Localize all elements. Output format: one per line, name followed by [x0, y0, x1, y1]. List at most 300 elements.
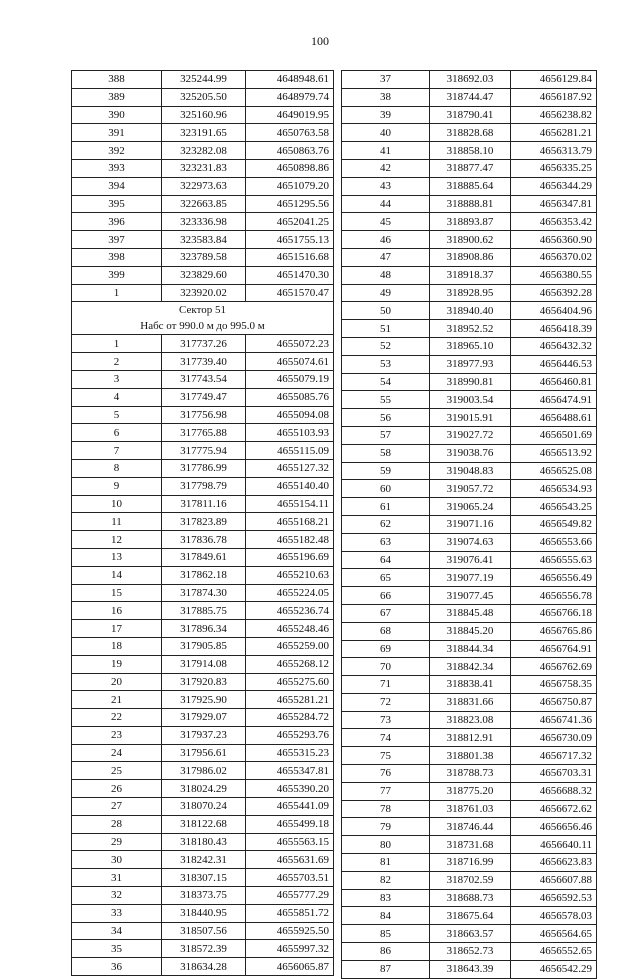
y-coordinate: 4655074.61	[246, 353, 334, 371]
point-number: 11	[72, 513, 162, 531]
point-number: 16	[72, 602, 162, 620]
table-row	[342, 177, 597, 195]
table-row	[342, 925, 597, 943]
x-coordinate: 317937.23	[162, 726, 246, 744]
y-coordinate: 4648948.61	[246, 71, 334, 89]
table-row	[342, 587, 597, 605]
table-row	[342, 462, 597, 480]
x-coordinate: 318908.86	[430, 248, 511, 266]
point-number: 19	[72, 655, 162, 673]
table-row	[342, 515, 597, 533]
point-number: 68	[342, 622, 430, 640]
table-row	[342, 693, 597, 711]
y-coordinate: 4652041.25	[246, 213, 334, 231]
x-coordinate: 317885.75	[162, 602, 246, 620]
right-rows	[342, 71, 597, 979]
y-coordinate: 4656353.42	[511, 213, 597, 231]
point-number: 42	[342, 159, 430, 177]
y-coordinate: 4655997.32	[246, 940, 334, 958]
point-number: 4	[72, 388, 162, 406]
point-number: 51	[342, 320, 430, 338]
point-number: 25	[72, 762, 162, 780]
x-coordinate: 325205.50	[162, 88, 246, 106]
point-number: 41	[342, 142, 430, 160]
table-row	[72, 353, 334, 371]
table-row	[72, 513, 334, 531]
x-coordinate: 318702.59	[430, 871, 511, 889]
x-coordinate: 317749.47	[162, 388, 246, 406]
table-row	[342, 782, 597, 800]
point-number: 8	[72, 459, 162, 477]
y-coordinate: 4656564.65	[511, 925, 597, 943]
point-number: 15	[72, 584, 162, 602]
point-number: 52	[342, 337, 430, 355]
table-row	[342, 533, 597, 551]
point-number: 20	[72, 673, 162, 691]
x-coordinate: 322973.63	[162, 177, 246, 195]
table-row	[72, 248, 334, 266]
y-coordinate: 4655085.76	[246, 388, 334, 406]
y-coordinate: 4656556.49	[511, 569, 597, 587]
table-row	[72, 780, 334, 798]
y-coordinate: 4655777.29	[246, 887, 334, 905]
y-coordinate: 4655094.08	[246, 406, 334, 424]
point-number: 390	[72, 106, 162, 124]
point-number: 62	[342, 515, 430, 533]
y-coordinate: 4656555.63	[511, 551, 597, 569]
x-coordinate: 317786.99	[162, 459, 246, 477]
x-coordinate: 317811.16	[162, 495, 246, 513]
x-coordinate: 319003.54	[430, 391, 511, 409]
point-number: 46	[342, 231, 430, 249]
point-number: 13	[72, 548, 162, 566]
table-row	[72, 566, 334, 584]
section-title: Сектор 51	[179, 304, 226, 317]
y-coordinate: 4655182.48	[246, 531, 334, 549]
point-number: 36	[72, 958, 162, 976]
point-number: 56	[342, 409, 430, 427]
point-number: 30	[72, 851, 162, 869]
point-number: 80	[342, 836, 430, 854]
table-row	[72, 88, 334, 106]
x-coordinate: 317874.30	[162, 584, 246, 602]
point-number: 23	[72, 726, 162, 744]
x-coordinate: 318952.52	[430, 320, 511, 338]
section-header-cell	[72, 302, 334, 335]
table-row	[342, 266, 597, 284]
y-coordinate: 4656187.92	[511, 88, 597, 106]
table-row	[342, 248, 597, 266]
section-header	[72, 302, 334, 335]
table-row	[342, 498, 597, 516]
table-row	[72, 709, 334, 727]
table-row	[342, 800, 597, 818]
table-row	[342, 373, 597, 391]
table-row	[342, 943, 597, 961]
x-coordinate: 318965.10	[430, 337, 511, 355]
y-coordinate: 4655224.05	[246, 584, 334, 602]
table-row	[72, 142, 334, 160]
y-coordinate: 4656640.11	[511, 836, 597, 854]
point-number: 397	[72, 231, 162, 249]
y-coordinate: 4656313.79	[511, 142, 597, 160]
table-row	[342, 604, 597, 622]
point-number: 71	[342, 676, 430, 694]
coordinates-table-right	[341, 70, 597, 979]
x-coordinate: 318823.08	[430, 711, 511, 729]
table-row	[72, 833, 334, 851]
x-coordinate: 318373.75	[162, 887, 246, 905]
x-coordinate: 318775.20	[430, 782, 511, 800]
x-coordinate: 319071.16	[430, 515, 511, 533]
x-coordinate: 318788.73	[430, 765, 511, 783]
table-row	[342, 480, 597, 498]
table-row	[342, 640, 597, 658]
y-coordinate: 4655072.23	[246, 335, 334, 353]
x-coordinate: 318180.43	[162, 833, 246, 851]
table-row	[342, 765, 597, 783]
y-coordinate: 4649019.95	[246, 106, 334, 124]
y-coordinate: 4655284.72	[246, 709, 334, 727]
point-number: 26	[72, 780, 162, 798]
y-coordinate: 4655236.74	[246, 602, 334, 620]
y-coordinate: 4650898.86	[246, 159, 334, 177]
table-row	[72, 744, 334, 762]
point-number: 65	[342, 569, 430, 587]
point-number: 29	[72, 833, 162, 851]
y-coordinate: 4655631.69	[246, 851, 334, 869]
x-coordinate: 323191.65	[162, 124, 246, 142]
section-subtitle: Набс от 990.0 м до 995.0 м	[140, 320, 265, 333]
point-number: 77	[342, 782, 430, 800]
table-row	[342, 711, 597, 729]
y-coordinate: 4656281.21	[511, 124, 597, 142]
y-coordinate: 4656370.02	[511, 248, 597, 266]
y-coordinate: 4656474.91	[511, 391, 597, 409]
x-coordinate: 318242.31	[162, 851, 246, 869]
point-number: 72	[342, 693, 430, 711]
point-number: 45	[342, 213, 430, 231]
point-number: 50	[342, 302, 430, 320]
y-coordinate: 4655079.19	[246, 370, 334, 388]
y-coordinate: 4656758.35	[511, 676, 597, 694]
table-row	[72, 284, 334, 302]
point-number: 87	[342, 960, 430, 978]
point-number: 7	[72, 442, 162, 460]
coordinates-table-left	[71, 70, 334, 976]
y-coordinate: 4656513.92	[511, 444, 597, 462]
y-coordinate: 4656404.96	[511, 302, 597, 320]
y-coordinate: 4656392.28	[511, 284, 597, 302]
y-coordinate: 4656607.88	[511, 871, 597, 889]
table-row	[72, 655, 334, 673]
x-coordinate: 323789.58	[162, 248, 246, 266]
x-coordinate: 325160.96	[162, 106, 246, 124]
point-number: 18	[72, 637, 162, 655]
point-number: 398	[72, 248, 162, 266]
y-coordinate: 4655390.20	[246, 780, 334, 798]
x-coordinate: 318070.24	[162, 798, 246, 816]
x-coordinate: 319077.45	[430, 587, 511, 605]
x-coordinate: 323583.84	[162, 231, 246, 249]
table-row	[72, 815, 334, 833]
x-coordinate: 318688.73	[430, 889, 511, 907]
point-number: 76	[342, 765, 430, 783]
x-coordinate: 318663.57	[430, 925, 511, 943]
table-row	[342, 676, 597, 694]
point-number: 10	[72, 495, 162, 513]
table-row	[342, 960, 597, 978]
x-coordinate: 318842.34	[430, 658, 511, 676]
x-coordinate: 318572.39	[162, 940, 246, 958]
point-number: 9	[72, 477, 162, 495]
y-coordinate: 4656766.18	[511, 604, 597, 622]
table-row	[342, 854, 597, 872]
point-number: 32	[72, 887, 162, 905]
x-coordinate: 317765.88	[162, 424, 246, 442]
left-rows-after	[72, 335, 334, 976]
point-number: 24	[72, 744, 162, 762]
x-coordinate: 318885.64	[430, 177, 511, 195]
x-coordinate: 318877.47	[430, 159, 511, 177]
table-row	[342, 444, 597, 462]
y-coordinate: 4656717.32	[511, 747, 597, 765]
x-coordinate: 319048.83	[430, 462, 511, 480]
y-coordinate: 4656703.31	[511, 765, 597, 783]
x-coordinate: 317905.85	[162, 637, 246, 655]
y-coordinate: 4656750.87	[511, 693, 597, 711]
x-coordinate: 318918.37	[430, 266, 511, 284]
table-row	[72, 620, 334, 638]
point-number: 61	[342, 498, 430, 516]
table-row	[72, 477, 334, 495]
x-coordinate: 318831.66	[430, 693, 511, 711]
y-coordinate: 4656542.29	[511, 960, 597, 978]
table-row	[72, 691, 334, 709]
x-coordinate: 318858.10	[430, 142, 511, 160]
y-coordinate: 4655140.40	[246, 477, 334, 495]
table-row	[342, 88, 597, 106]
x-coordinate: 323829.60	[162, 266, 246, 284]
table-row	[342, 907, 597, 925]
y-coordinate: 4656553.66	[511, 533, 597, 551]
point-number: 21	[72, 691, 162, 709]
page-number: 100	[311, 34, 329, 48]
x-coordinate: 317823.89	[162, 513, 246, 531]
table-row	[72, 637, 334, 655]
table-row	[342, 747, 597, 765]
point-number: 43	[342, 177, 430, 195]
y-coordinate: 4651755.13	[246, 231, 334, 249]
x-coordinate: 319065.24	[430, 498, 511, 516]
table-row	[72, 495, 334, 513]
x-coordinate: 319076.41	[430, 551, 511, 569]
x-coordinate: 317737.26	[162, 335, 246, 353]
point-number: 55	[342, 391, 430, 409]
x-coordinate: 317849.61	[162, 548, 246, 566]
table-row	[342, 409, 597, 427]
y-coordinate: 4656656.46	[511, 818, 597, 836]
table-row	[342, 302, 597, 320]
y-coordinate: 4655347.81	[246, 762, 334, 780]
x-coordinate: 318888.81	[430, 195, 511, 213]
x-coordinate: 318746.44	[430, 818, 511, 836]
point-number: 35	[72, 940, 162, 958]
table-row	[72, 922, 334, 940]
point-number: 396	[72, 213, 162, 231]
point-number: 66	[342, 587, 430, 605]
point-number: 14	[72, 566, 162, 584]
table-row	[342, 337, 597, 355]
x-coordinate: 317862.18	[162, 566, 246, 584]
table-row	[72, 213, 334, 231]
table-row	[342, 889, 597, 907]
point-number: 63	[342, 533, 430, 551]
point-number: 79	[342, 818, 430, 836]
table-row	[342, 195, 597, 213]
y-coordinate: 4656672.62	[511, 800, 597, 818]
table-row	[342, 142, 597, 160]
table-row	[342, 871, 597, 889]
y-coordinate: 4655268.12	[246, 655, 334, 673]
y-coordinate: 4651516.68	[246, 248, 334, 266]
x-coordinate: 317956.61	[162, 744, 246, 762]
table-row	[342, 106, 597, 124]
table-row	[72, 124, 334, 142]
y-coordinate: 4656741.36	[511, 711, 597, 729]
table-row	[72, 335, 334, 353]
y-coordinate: 4651079.20	[246, 177, 334, 195]
point-number: 399	[72, 266, 162, 284]
x-coordinate: 318845.20	[430, 622, 511, 640]
table-row	[72, 442, 334, 460]
y-coordinate: 4656380.55	[511, 266, 597, 284]
y-coordinate: 4655315.23	[246, 744, 334, 762]
table-row	[342, 231, 597, 249]
x-coordinate: 319074.63	[430, 533, 511, 551]
x-coordinate: 317929.07	[162, 709, 246, 727]
point-number: 395	[72, 195, 162, 213]
point-number: 33	[72, 904, 162, 922]
point-number: 60	[342, 480, 430, 498]
point-number: 82	[342, 871, 430, 889]
point-number: 22	[72, 709, 162, 727]
point-number: 84	[342, 907, 430, 925]
point-number: 47	[342, 248, 430, 266]
x-coordinate: 317775.94	[162, 442, 246, 460]
x-coordinate: 318122.68	[162, 815, 246, 833]
point-number: 48	[342, 266, 430, 284]
x-coordinate: 318928.95	[430, 284, 511, 302]
table-row	[72, 548, 334, 566]
point-number: 1	[72, 335, 162, 353]
x-coordinate: 317914.08	[162, 655, 246, 673]
y-coordinate: 4655281.21	[246, 691, 334, 709]
table-row	[72, 159, 334, 177]
x-coordinate: 317896.34	[162, 620, 246, 638]
table-row	[72, 904, 334, 922]
point-number: 39	[342, 106, 430, 124]
y-coordinate: 4656360.90	[511, 231, 597, 249]
y-coordinate: 4656344.29	[511, 177, 597, 195]
point-number: 49	[342, 284, 430, 302]
x-coordinate: 318844.34	[430, 640, 511, 658]
y-coordinate: 4656347.81	[511, 195, 597, 213]
point-number: 31	[72, 869, 162, 887]
table-row	[72, 762, 334, 780]
point-number: 69	[342, 640, 430, 658]
x-coordinate: 318634.28	[162, 958, 246, 976]
y-coordinate: 4651295.56	[246, 195, 334, 213]
point-number: 53	[342, 355, 430, 373]
point-number: 2	[72, 353, 162, 371]
table-row	[72, 71, 334, 89]
point-number: 67	[342, 604, 430, 622]
table-row	[342, 159, 597, 177]
y-coordinate: 4656460.81	[511, 373, 597, 391]
table-row	[72, 388, 334, 406]
x-coordinate: 318940.40	[430, 302, 511, 320]
x-coordinate: 317739.40	[162, 353, 246, 371]
table-row	[342, 658, 597, 676]
y-coordinate: 4655703.51	[246, 869, 334, 887]
section-header-row	[72, 302, 334, 335]
x-coordinate: 318790.41	[430, 106, 511, 124]
table-row	[342, 569, 597, 587]
y-coordinate: 4655441.09	[246, 798, 334, 816]
x-coordinate: 319038.76	[430, 444, 511, 462]
point-number: 44	[342, 195, 430, 213]
table-row	[72, 726, 334, 744]
point-number: 1	[72, 284, 162, 302]
x-coordinate: 318845.48	[430, 604, 511, 622]
y-coordinate: 4656592.53	[511, 889, 597, 907]
point-number: 393	[72, 159, 162, 177]
x-coordinate: 318675.64	[430, 907, 511, 925]
point-number: 78	[342, 800, 430, 818]
y-coordinate: 4655851.72	[246, 904, 334, 922]
table-row	[72, 406, 334, 424]
table-row	[72, 177, 334, 195]
y-coordinate: 4655168.21	[246, 513, 334, 531]
table-row	[72, 851, 334, 869]
table-row	[72, 798, 334, 816]
point-number: 12	[72, 531, 162, 549]
x-coordinate: 318893.87	[430, 213, 511, 231]
point-number: 6	[72, 424, 162, 442]
y-coordinate: 4656764.91	[511, 640, 597, 658]
y-coordinate: 4656552.65	[511, 943, 597, 961]
point-number: 57	[342, 426, 430, 444]
y-coordinate: 4656418.39	[511, 320, 597, 338]
x-coordinate: 319027.72	[430, 426, 511, 444]
x-coordinate: 317986.02	[162, 762, 246, 780]
x-coordinate: 325244.99	[162, 71, 246, 89]
point-number: 73	[342, 711, 430, 729]
x-coordinate: 318643.39	[430, 960, 511, 978]
y-coordinate: 4655275.60	[246, 673, 334, 691]
point-number: 58	[342, 444, 430, 462]
y-coordinate: 4656065.87	[246, 958, 334, 976]
y-coordinate: 4656238.82	[511, 106, 597, 124]
point-number: 391	[72, 124, 162, 142]
point-number: 40	[342, 124, 430, 142]
x-coordinate: 318307.15	[162, 869, 246, 887]
y-coordinate: 4656688.32	[511, 782, 597, 800]
point-number: 85	[342, 925, 430, 943]
y-coordinate: 4655248.46	[246, 620, 334, 638]
table-row	[342, 729, 597, 747]
